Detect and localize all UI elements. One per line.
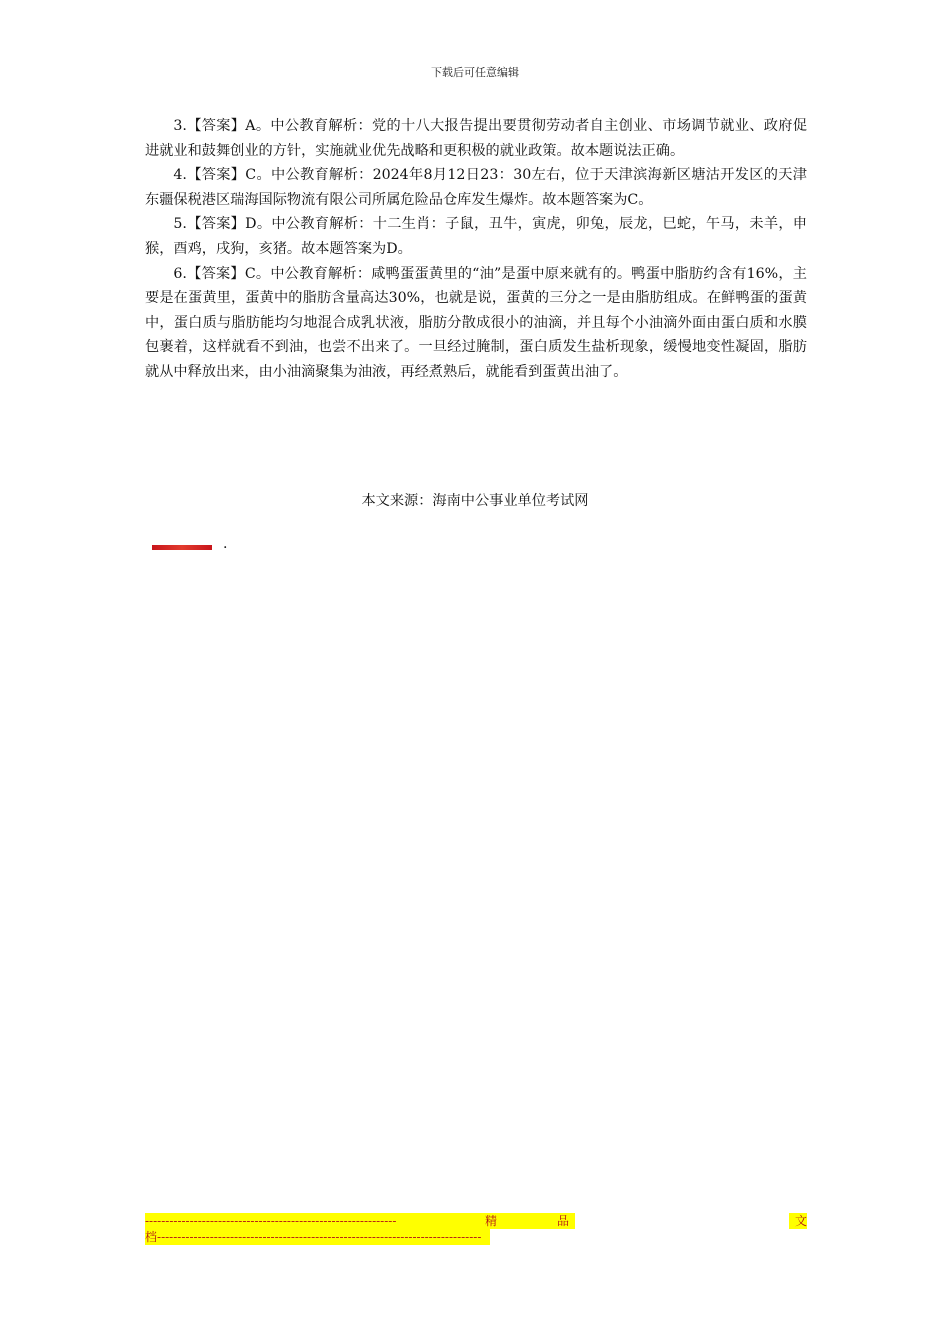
answer-item-3: 3.【答案】A。中公教育解析：党的十八大报告提出要贯彻劳动者自主创业、市场调节就业、政府促进就业和鼓舞创业的方针，实施就业优先战略和更积极的就业政策。故本题说法正确。 xyxy=(145,118,807,159)
footer-char-4: 档 xyxy=(145,1230,158,1244)
answer-item-6: 6.【答案】C。中公教育解析：咸鸭蛋蛋黄里的“油”是蛋中原来就有的。鸭蛋中脂肪约含有16%，主要是在蛋黄里，蛋黄中的脂肪含量高达30%，也就是说，蛋黄的三分之一是由脂肪组成。在鲜鸭蛋的蛋黄中，蛋白质与脂肪能均匀地混合成乳状液，脂肪分散成很小的油滴，并且每个小油滴外面由蛋白质和水膜包裹着，这样就看不到油，也尝不出来了。一旦经过腌制，蛋白质发生盐析现象，缓慢地变性凝固，脂肪就从中释放出来，由小油滴聚集为油液，再经煮熟后，就能看到蛋黄出油了。 xyxy=(145,265,807,380)
trailing-dot: . xyxy=(223,536,228,552)
footer-line-2 xyxy=(145,1229,490,1245)
answer-item-5: 5.【答案】D。中公教育解析：十二生肖：子鼠，丑牛，寅虎，卯兔，辰龙，巳蛇，午马，未羊，申猴，酉鸡，戌狗，亥猪。故本题答案为D。 xyxy=(145,216,807,257)
footer-spacer xyxy=(420,1213,485,1229)
footer-spacer-2 xyxy=(497,1213,557,1229)
footer-chars xyxy=(485,1213,807,1229)
footer-char-1: 精 xyxy=(485,1214,498,1228)
footer-line-1 xyxy=(145,1213,807,1229)
footer-dashes-1: -------------------------------------------------------------- xyxy=(145,1213,420,1229)
footer-blank xyxy=(575,1213,789,1229)
footer-char-2: 品 xyxy=(557,1214,570,1228)
decorative-red-bar xyxy=(152,545,212,550)
footer-dashes-2: -------------------------------------------------------------------------------- xyxy=(157,1230,482,1244)
source-line: 本文来源：海南中公事业单位考试网 xyxy=(361,493,589,509)
footer-banner xyxy=(145,1213,807,1245)
answer-item-4: 4.【答案】C。中公教育解析：2024年8月12日23：30左右，位于天津滨海新区塘沽开发区的天津东疆保税港区瑞海国际物流有限公司所属危险品仓库发生爆炸。故本题答案为C。 xyxy=(145,167,807,208)
page-header: 下载后可任意编辑 xyxy=(431,66,519,79)
answer-list xyxy=(145,114,807,385)
footer-char-3: 文 xyxy=(794,1214,807,1228)
